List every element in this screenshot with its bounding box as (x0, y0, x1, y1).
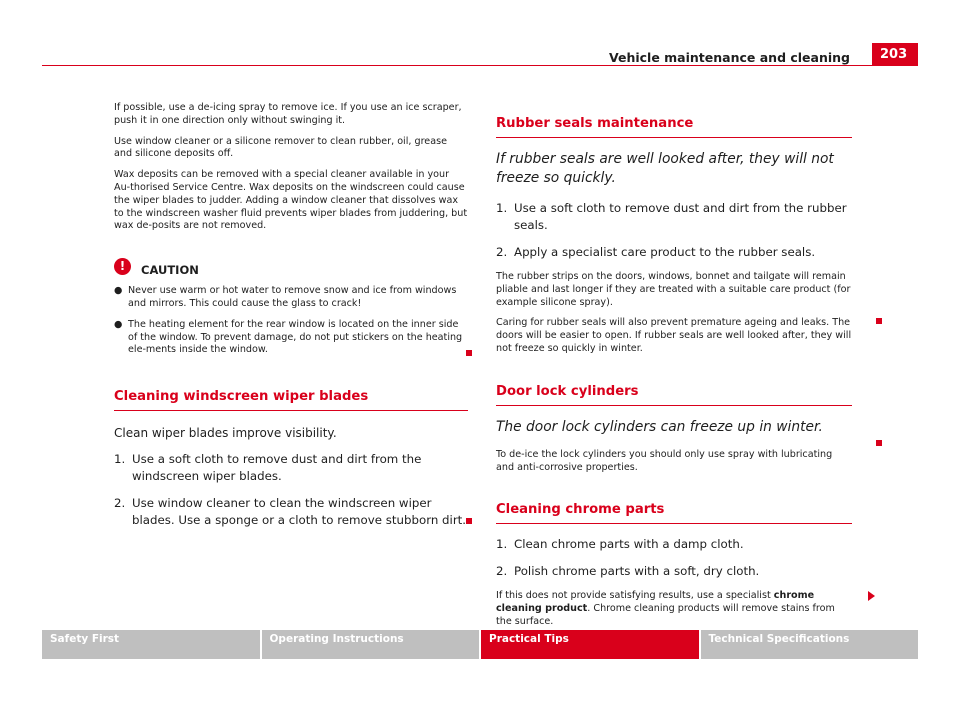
footer-tab-safety-first[interactable]: Safety First (42, 630, 260, 659)
caution-box (114, 255, 468, 277)
step-text: Use a soft cloth to remove dust and dirt from the windscreen wiper blades. (132, 452, 422, 484)
chrome-cleaning-product-term: chrome cleaning product (496, 590, 815, 615)
wiper-step (114, 451, 468, 485)
chrome-paragraph-text: . Chrome cleaning products will remove stains from the surface. (496, 603, 835, 627)
end-of-section-icon (876, 318, 882, 324)
door-section-heading: Door lock cylinders (496, 384, 852, 406)
chrome-paragraph (496, 590, 852, 628)
door-paragraph: To de-ice the lock cylinders you should only use spray with lubricating and anti-corrosive properties. (496, 448, 833, 473)
end-of-section-icon (466, 518, 472, 524)
wiper-step (114, 495, 468, 529)
rubber-section-heading: Rubber seals maintenance (496, 116, 852, 138)
window-cleaner-paragraph: Use window cleaner or a silicone remover to clean rubber, oil, grease and silicone deposits off. (114, 135, 447, 160)
step-text: Use window cleaner to clean the windscreen wiper blades. Use a sponge or a cloth to remove stubborn dirt. (132, 496, 467, 528)
deicing-paragraph: If possible, use a de-icing spray to remove ice. If you use an ice scraper, push it in one direction only without swinging it. (114, 102, 462, 126)
chrome-section-heading: Cleaning chrome parts (496, 502, 852, 524)
wiper-lead: Clean wiper blades improve visibility. (114, 426, 337, 441)
bullet-icon: ● (114, 285, 123, 297)
rubber-paragraph: Caring for rubber seals will also prevent premature ageing and leaks. The doors will be easier to open. If rubber seals are well looked after, they will not freeze so quickly in winter. (496, 317, 852, 354)
left-column (114, 102, 468, 539)
step-text: Polish chrome parts with a soft, dry cloth. (514, 564, 760, 579)
rubber-paragraph: The rubber strips on the doors, windows, bonnet and tailgate will remain pliable and last longer if they are treated with a suitable care product (for example silicone spray). (496, 271, 851, 308)
caution-item-text: Never use warm or hot water to remove snow and ice from windows and mirrors. This could cause the glass to crack! (128, 285, 457, 309)
page-number: 203 (872, 43, 918, 66)
step-number: 1. (496, 201, 508, 215)
caution-item (114, 319, 468, 357)
footer-tab-operating-instructions[interactable]: Operating Instructions (262, 630, 480, 659)
end-of-section-icon (466, 350, 472, 356)
door-lead: The door lock cylinders can freeze up in winter. (496, 418, 823, 435)
continue-arrow-icon (868, 591, 875, 601)
rubber-step (496, 244, 852, 261)
wax-deposits-paragraph: Wax deposits can be removed with a special cleaner available in your Au-thorised Service Centre. Wax deposits on the windscreen could cause the wiper blades to judder. Adding a window cleaner that dissolves wax to the windscreen washer fluid prevents wiper blades from juddering, but wax de-posits are not removed. (114, 169, 468, 232)
step-number: 2. (496, 564, 508, 579)
bullet-icon: ● (114, 318, 123, 330)
caution-item-text: The heating element for the rear window is located on the inner side of the window. To prevent damage, do not put stickers on the heating ele-ments inside the window. (128, 318, 463, 356)
caution-item (114, 285, 468, 311)
footer-tab-technical-specifications[interactable]: Technical Specifications (701, 630, 919, 659)
step-number: 1. (496, 537, 508, 552)
step-number: 1. (114, 452, 126, 467)
caution-label: CAUTION (141, 263, 199, 278)
end-of-section-icon (876, 440, 882, 446)
step-text: Use a soft cloth to remove dust and dirt from the rubber seals. (514, 201, 847, 232)
chrome-step (496, 536, 852, 553)
step-number: 2. (114, 496, 126, 511)
step-number: 2. (496, 245, 508, 259)
rubber-lead: If rubber seals are well looked after, they will not freeze so quickly. (496, 151, 834, 186)
rubber-step (496, 200, 852, 234)
footer-nav (42, 630, 918, 659)
header-divider (42, 65, 918, 66)
wiper-section-heading: Cleaning windscreen wiper blades (114, 389, 468, 411)
caution-icon: ! (114, 258, 131, 275)
step-text: Clean chrome parts with a damp cloth. (514, 537, 744, 552)
step-text: Apply a specialist care product to the rubber seals. (514, 245, 816, 259)
footer-tab-practical-tips[interactable]: Practical Tips (481, 630, 699, 659)
chrome-step (496, 563, 852, 580)
right-column (496, 116, 852, 637)
page-header-title: Vehicle maintenance and cleaning (608, 50, 850, 65)
chrome-paragraph-text: If this does not provide satisfying results, use a specialist (496, 590, 774, 602)
